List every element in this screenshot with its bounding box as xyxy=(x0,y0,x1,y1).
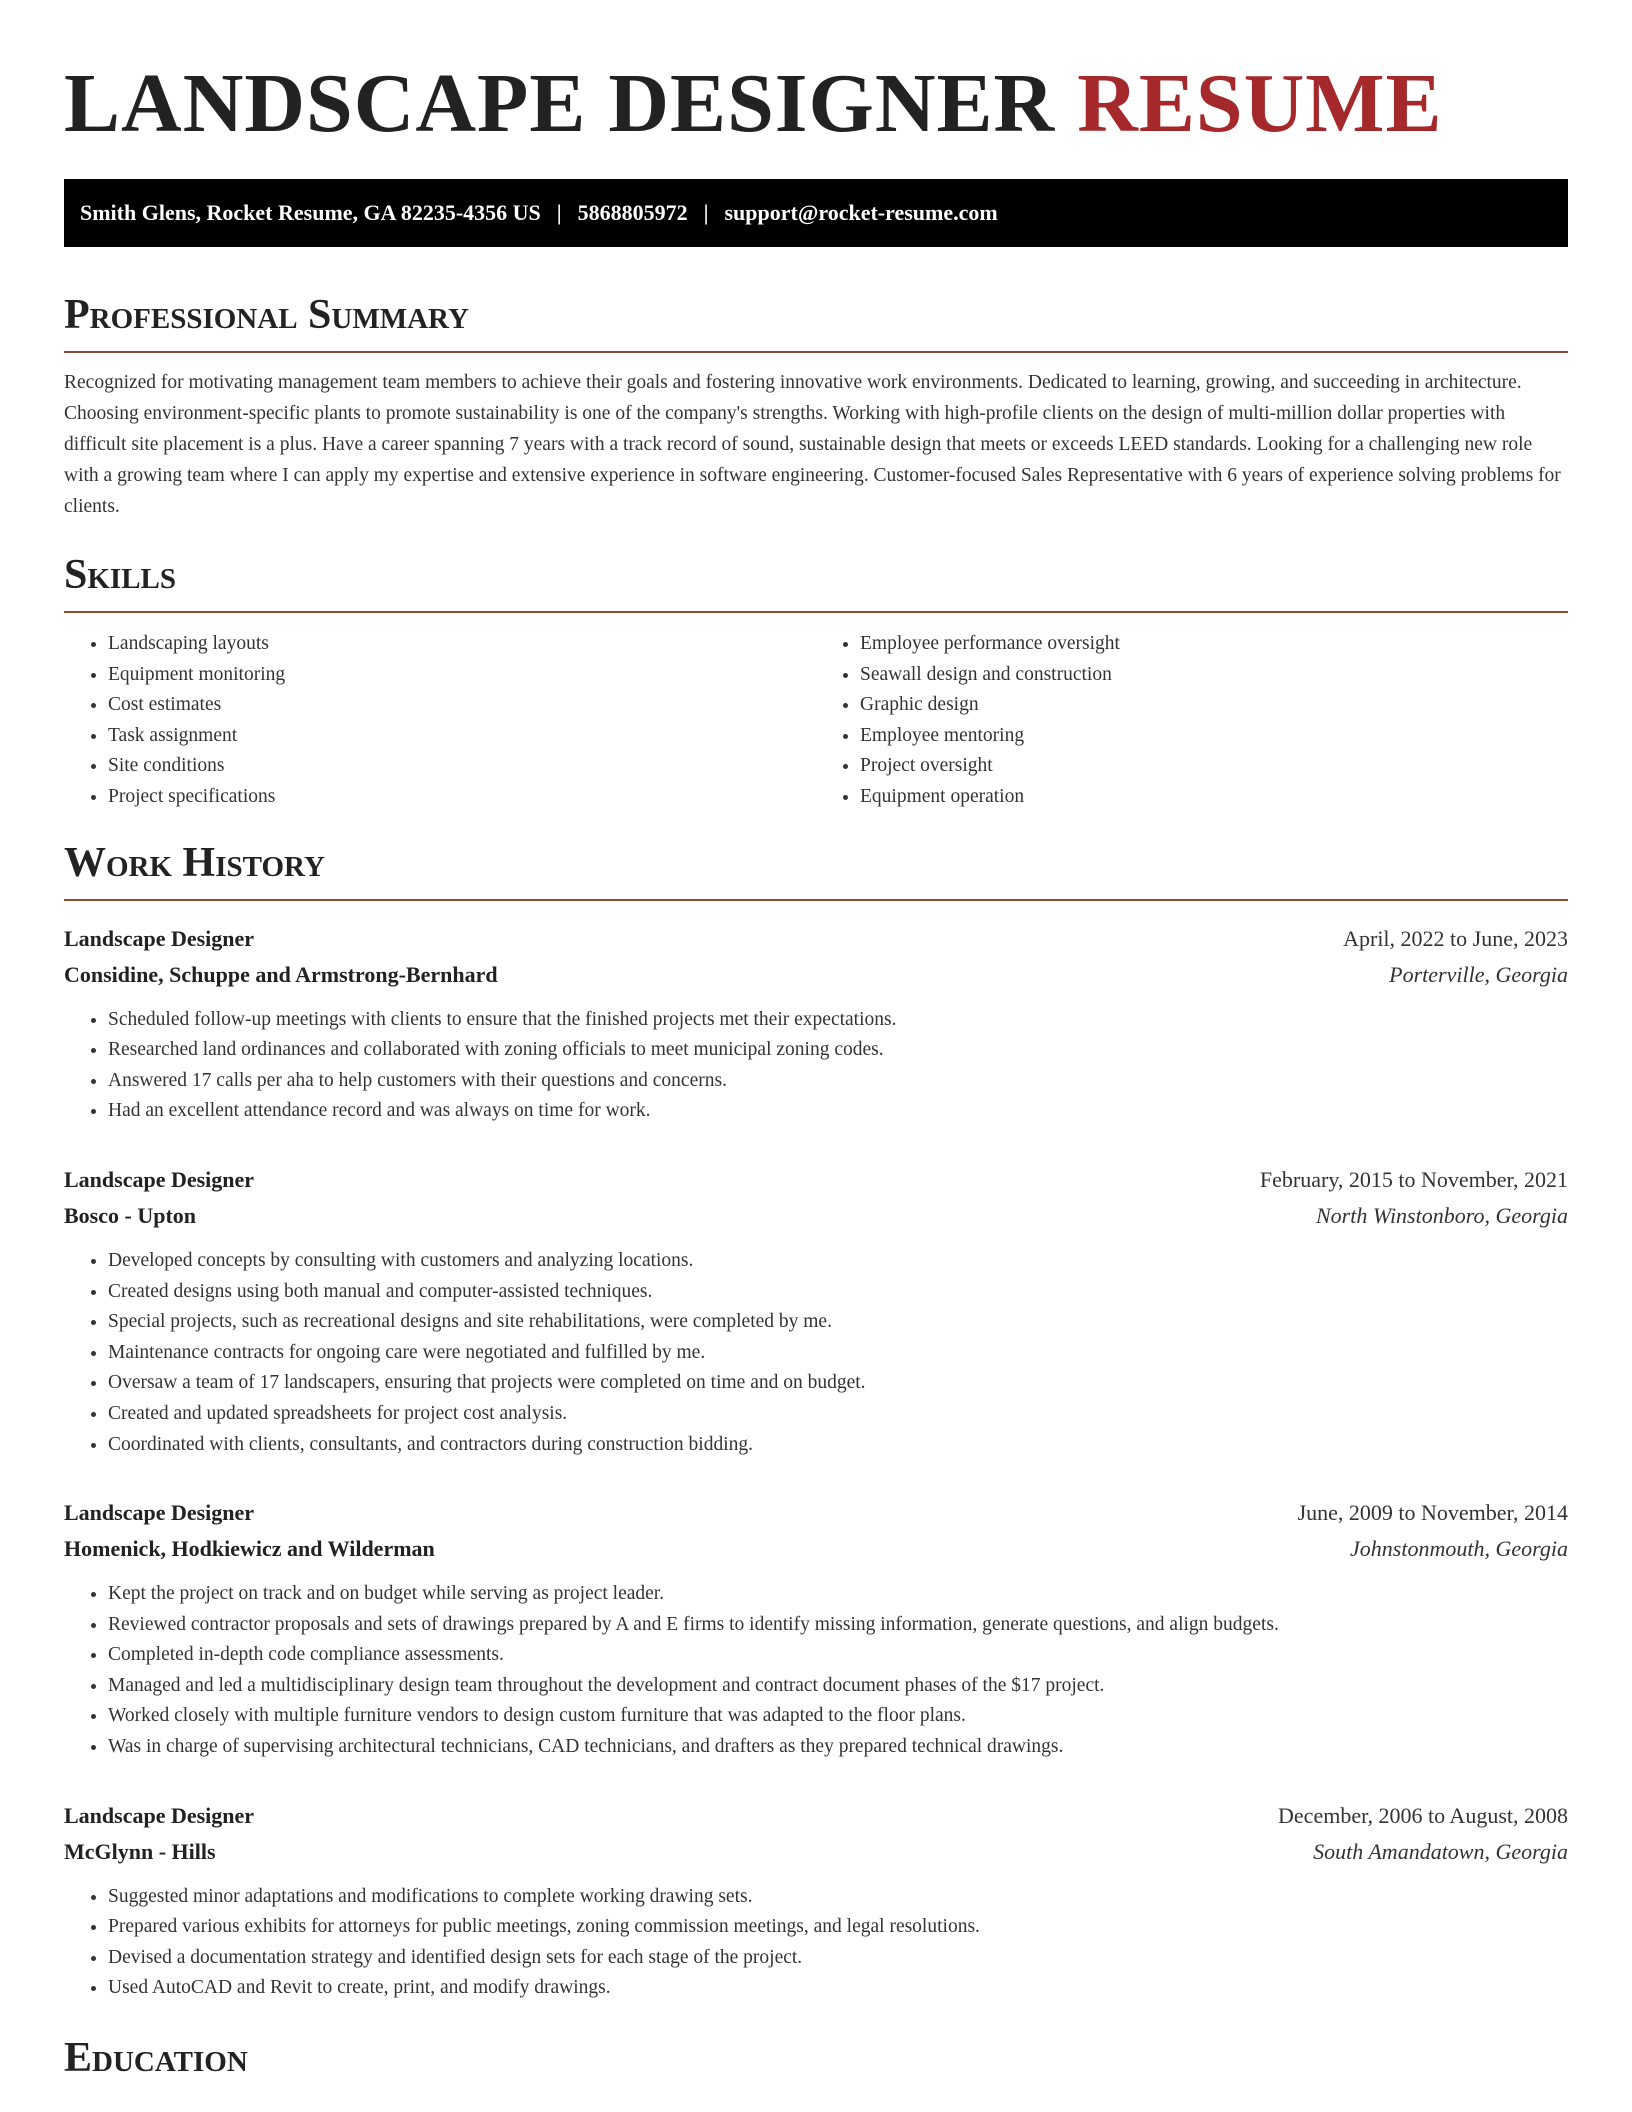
job-bullet: • Completed in-depth code compliance assessments. xyxy=(108,1640,1568,1671)
education-section xyxy=(64,2030,1568,2094)
skills-heading: Skills xyxy=(64,547,1568,613)
job-company-row xyxy=(64,1834,1568,1870)
job-bullet: • Coordinated with clients, consultants, and contractors during construction bidding. xyxy=(108,1430,1568,1461)
job-bullet: • Created and updated spreadsheets for project cost analysis. xyxy=(108,1399,1568,1430)
job-bullet: • Suggested minor adaptations and modifications to complete working drawing sets. xyxy=(108,1882,1568,1913)
job-header-row xyxy=(64,1495,1568,1531)
skills-grid xyxy=(64,629,1568,813)
job-bullets xyxy=(64,1579,1568,1763)
job-company-row xyxy=(64,957,1568,993)
contact-separator: | xyxy=(556,200,562,225)
job-bullet: • Answered 17 calls per aha to help customers with their questions and concerns. xyxy=(108,1066,1568,1097)
skill-item: • Seawall design and construction xyxy=(860,660,1568,691)
job-location: Johnstonmouth, Georgia xyxy=(1350,1536,1568,1562)
job-bullet: • Had an excellent attendance record and was always on time for work. xyxy=(108,1096,1568,1127)
job-bullet: • Managed and led a multidisciplinary design team throughout the development and contract document phases of the $17 project. xyxy=(108,1671,1568,1702)
job-location: South Amandatown, Georgia xyxy=(1313,1838,1568,1864)
job-entry xyxy=(64,1162,1568,1460)
job-company: McGlynn - Hills xyxy=(64,1838,216,1864)
skill-item: • Equipment operation xyxy=(860,782,1568,813)
job-bullet: • Used AutoCAD and Revit to create, print, and modify drawings. xyxy=(108,1973,1568,2004)
job-bullets xyxy=(64,1005,1568,1127)
job-title: Landscape Designer xyxy=(64,1500,255,1526)
work-history-heading: Work History xyxy=(64,835,1568,901)
job-title: Landscape Designer xyxy=(64,1802,255,1828)
contact-separator: | xyxy=(703,200,709,225)
job-dates: December, 2006 to August, 2008 xyxy=(1278,1802,1568,1828)
skills-list-left xyxy=(64,629,816,813)
job-bullets xyxy=(64,1246,1568,1460)
job-header-row xyxy=(64,1798,1568,1834)
summary-heading: Professional Summary xyxy=(64,287,1568,353)
skill-item: • Project oversight xyxy=(860,751,1568,782)
job-location: Porterville, Georgia xyxy=(1389,961,1568,987)
resume-title xyxy=(64,48,1568,160)
job-bullet: • Maintenance contracts for ongoing care were negotiated and fulfilled by me. xyxy=(108,1338,1568,1369)
contact-bar xyxy=(64,179,1568,247)
title-main: LANDSCAPE DESIGNER xyxy=(64,57,1056,150)
job-title: Landscape Designer xyxy=(64,1166,255,1192)
job-bullet: • Prepared various exhibits for attorneys for public meetings, zoning commission meetings, and legal resolutions. xyxy=(108,1912,1568,1943)
job-dates: February, 2015 to November, 2021 xyxy=(1259,1166,1568,1192)
skill-item: • Equipment monitoring xyxy=(108,660,816,691)
job-bullet: • Scheduled follow-up meetings with clients to ensure that the finished projects met their expectations. xyxy=(108,1005,1568,1036)
skill-item: • Graphic design xyxy=(860,690,1568,721)
job-bullet: • Created designs using both manual and computer-assisted techniques. xyxy=(108,1277,1568,1308)
job-bullet: • Oversaw a team of 17 landscapers, ensuring that projects were completed on time and on budget. xyxy=(108,1368,1568,1399)
skill-item: • Employee mentoring xyxy=(860,721,1568,752)
job-company-row xyxy=(64,1531,1568,1567)
job-title: Landscape Designer xyxy=(64,925,255,951)
skill-item: • Site conditions xyxy=(108,751,816,782)
contact-address: Smith Glens, Rocket Resume, GA 82235-4356 US xyxy=(80,200,541,225)
job-entry xyxy=(64,1495,1568,1763)
job-company-row xyxy=(64,1198,1568,1234)
job-dates: June, 2009 to November, 2014 xyxy=(1297,1500,1568,1526)
job-bullet: • Researched land ordinances and collaborated with zoning officials to meet municipal zoning codes. xyxy=(108,1035,1568,1066)
summary-section xyxy=(64,287,1568,522)
job-dates: April, 2022 to June, 2023 xyxy=(1343,925,1568,951)
job-entry xyxy=(64,1798,1568,2004)
job-company: Considine, Schuppe and Armstrong-Bernhard xyxy=(64,961,498,987)
skills-section xyxy=(64,547,1568,813)
job-bullet: • Special projects, such as recreational designs and site rehabilitations, were completed by me. xyxy=(108,1307,1568,1338)
contact-phone: 5868805972 xyxy=(577,200,688,225)
skill-item: • Cost estimates xyxy=(108,690,816,721)
job-bullet: • Devised a documentation strategy and identified design sets for each stage of the project. xyxy=(108,1943,1568,1974)
education-heading: Education xyxy=(64,2035,248,2082)
skill-item: • Landscaping layouts xyxy=(108,629,816,660)
job-bullet: • Reviewed contractor proposals and sets of drawings prepared by A and E firms to identify missing information, generate questions, and align budgets. xyxy=(108,1610,1568,1641)
job-bullet: • Worked closely with multiple furniture vendors to design custom furniture that was adapted to the floor plans. xyxy=(108,1701,1568,1732)
skill-item: • Task assignment xyxy=(108,721,816,752)
job-header-row xyxy=(64,1162,1568,1198)
job-header-row xyxy=(64,921,1568,957)
work-history-section xyxy=(64,835,1568,2004)
skills-list-right xyxy=(816,629,1568,813)
job-bullets xyxy=(64,1882,1568,2004)
job-entry xyxy=(64,921,1568,1127)
summary-text: Recognized for motivating management team members to achieve their goals and fostering innovative work environments. Dedicated to learning, growing, and succeeding in architecture. Choosing environment-specific plants to promote sustainability is one of the company's strengths. Working with high-profile clients on the design of multi-million dollar properties with difficult site placement is a plus. Have a career spanning 7 years with a track record of sound, sustainable design that meets or exceeds LEED standards. Looking for a challenging new role with a growing team where I can apply my expertise and extensive experience in software engineering. Customer-focused Sales Representative with 6 years of experience solving problems for clients. xyxy=(64,372,1561,517)
contact-email: support@rocket-resume.com xyxy=(724,200,998,225)
job-company: Homenick, Hodkiewicz and Wilderman xyxy=(64,1536,435,1562)
job-company: Bosco - Upton xyxy=(64,1202,197,1228)
skill-item: • Employee performance oversight xyxy=(860,629,1568,660)
job-bullet: • Kept the project on track and on budget while serving as project leader. xyxy=(108,1579,1568,1610)
skill-item: • Project specifications xyxy=(108,782,816,813)
title-accent: RESUME xyxy=(1077,57,1443,150)
job-bullet: • Developed concepts by consulting with customers and analyzing locations. xyxy=(108,1246,1568,1277)
job-location: North Winstonboro, Georgia xyxy=(1315,1202,1568,1228)
job-bullet: • Was in charge of supervising architectural technicians, CAD technicians, and drafters as they prepared technical drawings. xyxy=(108,1732,1568,1763)
